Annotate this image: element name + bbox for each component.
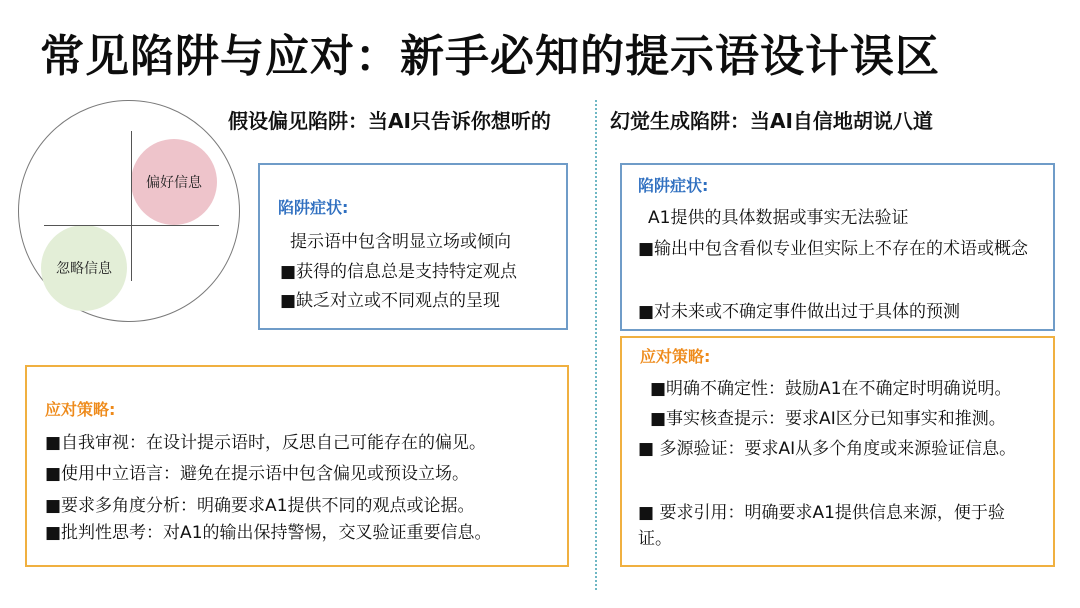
left-symptoms-heading: 陷阱症状: [278,198,349,217]
left-strategy-item: ■自我审视：在设计提示语时，反思自己可能存在的偏见。 [45,433,487,453]
right-symptoms-box [620,163,1055,331]
ignored-info-label: 忽略信息 [56,261,112,277]
left-strategy-item: ■批判性思考：对A1的输出保持警惕，交叉验证重要信息。 [45,523,492,543]
left-strategy-item: ■使用中立语言：避免在提示语中包含偏见或预设立场。 [45,464,470,484]
left-symptom-item: ■获得的信息总是支持特定观点 [280,262,518,282]
ignored-info-circle [41,225,127,311]
right-strategy-item: ■ 要求引用：明确要求A1提供信息来源，便于验证。 [638,503,1005,549]
diagram-vertical-axis [131,131,132,281]
bias-diagram [18,100,240,322]
left-strategies-box [25,365,569,567]
right-section-title: 幻觉生成陷阱：当AI自信地胡说八道 [610,109,933,133]
right-strategy-item: ■ 多源验证：要求AI从多个角度或来源验证信息。 [638,439,1017,459]
left-symptom-item: ■缺乏对立或不同观点的呈现 [280,291,501,311]
right-symptom-item: ■对未来或不确定事件做出过于具体的预测 [638,302,961,322]
left-symptoms-box [258,163,568,330]
right-symptom-item: A1提供的具体数据或事实无法验证 [648,208,909,228]
column-divider [595,100,597,590]
diagram-horizontal-axis [44,225,219,226]
preferred-info-circle [131,139,217,225]
page-title: 常见陷阱与应对：新手必知的提示语设计误区 [40,31,940,82]
preferred-info-label: 偏好信息 [146,175,202,191]
right-symptom-item: ■输出中包含看似专业但实际上不存在的术语或概念 [638,239,1029,259]
right-strategy-item: ■明确不确定性：鼓励A1在不确定时明确说明。 [650,379,1012,399]
left-section-title: 假设偏见陷阱：当AI只告诉你想听的 [228,109,551,133]
right-symptoms-heading: 陷阱症状: [638,176,709,195]
left-strategies-heading: 应对策略: [45,400,116,419]
right-strategies-box [620,336,1055,567]
right-strategy-item: ■事实核查提示：要求AI区分已知事实和推测。 [650,409,1006,429]
left-symptom-item: 提示语中包含明显立场或倾向 [290,232,511,252]
left-strategy-item: ■要求多角度分析：明确要求A1提供不同的观点或论据。 [45,496,475,516]
right-strategies-heading: 应对策略: [640,347,711,366]
